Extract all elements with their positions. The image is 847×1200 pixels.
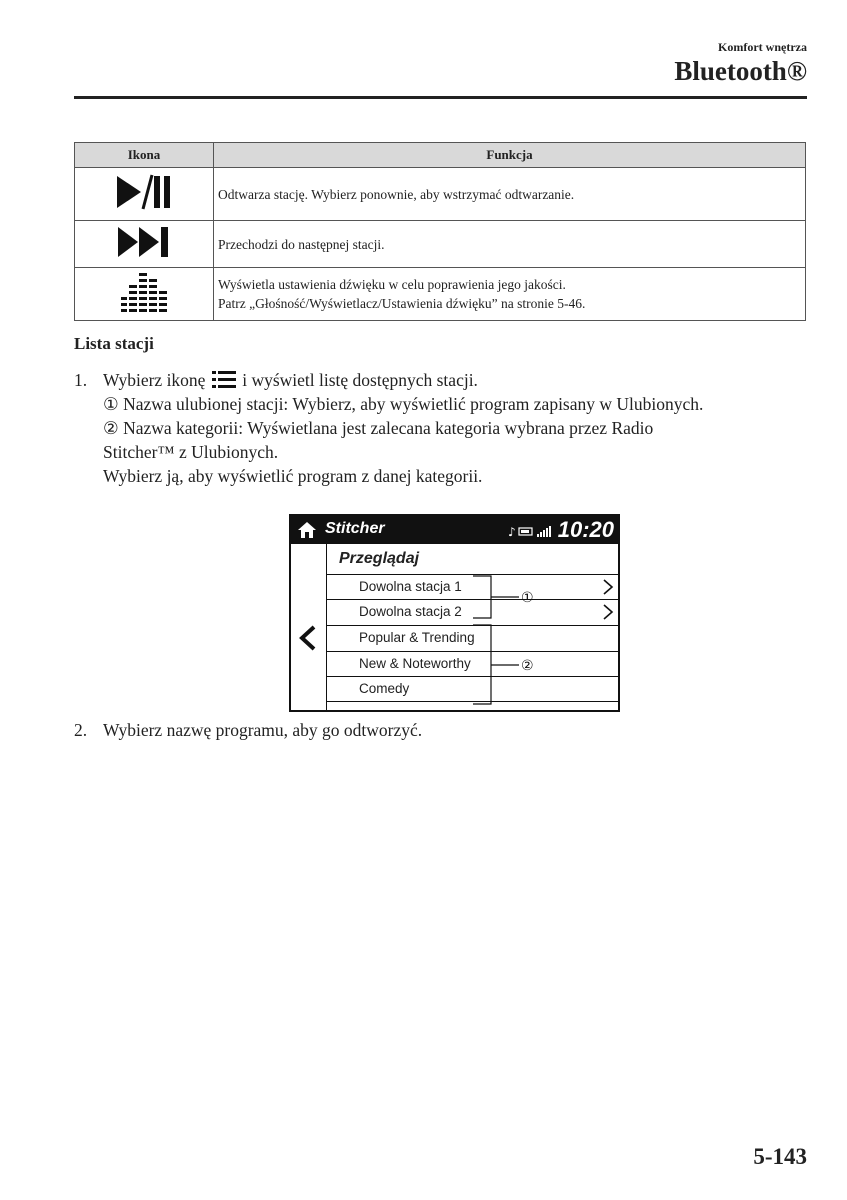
screen-status-bar (291, 516, 618, 544)
function-cell (214, 168, 806, 221)
step-number: 2. (74, 720, 88, 740)
table-row (75, 168, 806, 221)
stitcher-screen (289, 514, 620, 712)
step-text: Wybierz ikonę (103, 370, 206, 390)
screen-back-column[interactable] (291, 544, 327, 710)
callout-2: ② (521, 658, 534, 674)
function-text: Przechodzi do następnej stacji. (218, 236, 385, 252)
function-text: Wyświetla ustawienia dźwięku w celu poprawienia jego jakości. (218, 277, 566, 292)
note-category-cont: Stitcher™ z Ulubionych. (103, 442, 279, 462)
table-header-row (75, 143, 806, 168)
function-cell (214, 268, 806, 321)
skip-next-icon (116, 225, 172, 259)
table-row (75, 268, 806, 321)
column-header-function: Funkcja (214, 143, 806, 168)
list-icon (212, 371, 236, 388)
step-1-line (74, 368, 814, 392)
icon-cell (75, 221, 214, 268)
status-icons (508, 525, 554, 537)
note-category: ② Nazwa kategorii: Wyświetlana jest zalecana kategoria wybrana przez Radio (103, 418, 654, 438)
icon-cell (75, 268, 214, 321)
screen-heading: Przeglądaj (339, 550, 420, 567)
step-number: 1. (74, 370, 88, 390)
sound-settings-icon (120, 271, 168, 313)
section-header: Komfort wnętrza (718, 40, 807, 54)
play-pause-icon (114, 173, 174, 211)
callout-1: ① (521, 590, 534, 606)
home-icon (298, 522, 316, 538)
back-chevron-icon[interactable] (297, 624, 319, 652)
function-text: Odtwarza stację. Wybierz ponownie, aby wstrzymać odtwarzanie. (218, 186, 575, 202)
icon-function-table (74, 142, 806, 321)
icon-cell (75, 168, 214, 221)
screen-app-name: Stitcher (325, 520, 385, 537)
step-1 (74, 368, 814, 488)
table-row (75, 221, 806, 268)
callout-brackets (471, 574, 541, 709)
page-title: Bluetooth® (674, 56, 807, 86)
function-cell (214, 221, 806, 268)
section-title: Lista stacji (74, 334, 154, 353)
page-number: 5-143 (753, 1144, 807, 1169)
column-header-icon: Ikona (75, 143, 214, 168)
note-favorite: ① Nazwa ulubionej stacji: Wybierz, aby wyświetlić program zapisany w Ulubionych. (103, 394, 704, 414)
chevron-right-icon (602, 578, 614, 596)
station-label: Dowolna stacja 2 (359, 604, 462, 619)
svg-text:♪: ♪ (508, 525, 516, 537)
step-2 (74, 718, 814, 742)
header-rule (74, 96, 807, 99)
note-select: Wybierz ją, aby wyświetlić program z danej kategorii. (103, 466, 483, 486)
screen-clock: 10:20 (557, 517, 614, 542)
category-label: New & Noteworthy (359, 656, 471, 671)
category-label: Popular & Trending (359, 630, 475, 645)
chevron-right-icon (602, 603, 614, 621)
category-label: Comedy (359, 681, 410, 696)
function-text: Patrz „Głośność/Wyświetlacz/Ustawienia dźwięku” na stronie 5-46. (218, 296, 586, 311)
step-text: i wyświetl listę dostępnych stacji. (242, 370, 478, 390)
station-label: Dowolna stacja 1 (359, 579, 462, 594)
step-text: Wybierz nazwę programu, aby go odtworzyć. (103, 720, 423, 740)
